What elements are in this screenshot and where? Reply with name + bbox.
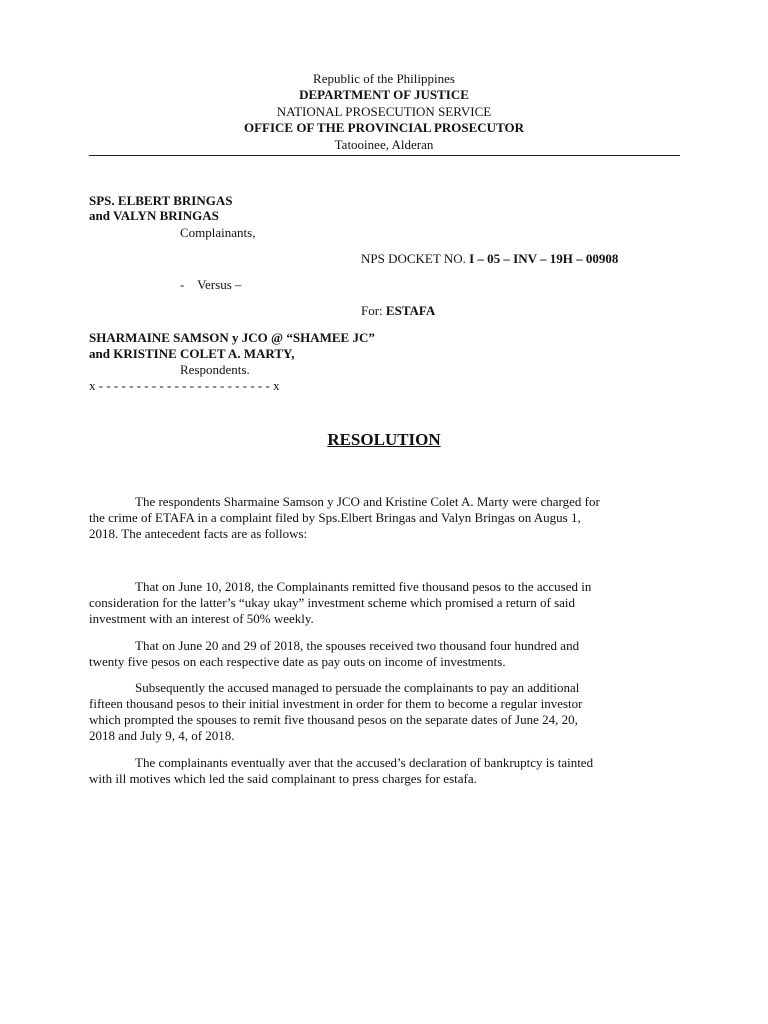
for-label: For: — [361, 303, 383, 318]
paragraph-line: investment with an interest of 50% weekly. — [89, 611, 314, 626]
paragraph-line: twenty five pesos on each respective date as pay outs on income of investments. — [89, 654, 506, 669]
paragraph-1 — [89, 494, 684, 542]
respondents-label: Respondents. — [180, 362, 250, 377]
complainants-label: Complainants, — [180, 225, 256, 240]
offense-line — [361, 303, 435, 318]
respondent-name-1: SHARMAINE SAMSON y JCO @ “SHAMEE JC” — [89, 330, 375, 345]
paragraph-line: The respondents Sharmaine Samson y JCO and Kristine Colet A. Marty were charged for — [135, 494, 600, 509]
paragraph-line: That on June 10, 2018, the Complainants remitted five thousand pesos to the accused in — [135, 579, 592, 594]
paragraph-line: which prompted the spouses to remit five thousand pesos on the separate dates of June 24, 20, — [89, 712, 578, 727]
versus-label: - Versus – — [180, 277, 242, 292]
paragraph-line: 2018 and July 9, 4, of 2018. — [89, 728, 235, 743]
header-divider — [89, 155, 680, 156]
header-location: Tatooinee, Alderan — [334, 137, 434, 152]
header-department: DEPARTMENT OF JUSTICE — [299, 87, 469, 102]
offense-value: ESTAFA — [385, 303, 436, 318]
docket-prefix: NPS DOCKET NO. — [361, 251, 466, 266]
paragraph-5 — [89, 755, 684, 787]
caption-separator: x - - - - - - - - - - - - - - - - - - - - - - - x — [89, 378, 280, 393]
complainant-name-1: SPS. ELBERT BRINGAS — [89, 193, 233, 208]
paragraph-2 — [89, 579, 684, 627]
paragraph-4 — [89, 680, 684, 744]
paragraph-line: Subsequently the accused managed to persuade the complainants to pay an additional — [135, 680, 580, 695]
complainant-name-2: and VALYN BRINGAS — [89, 208, 219, 223]
paragraph-line: The complainants eventually aver that the accused’s declaration of bankruptcy is tainted — [135, 755, 594, 770]
paragraph-line: fifteen thousand pesos to their initial investment in order for them to become a regular investor — [89, 696, 583, 711]
header-office: OFFICE OF THE PROVINCIAL PROSECUTOR — [243, 120, 525, 135]
docket-line — [361, 251, 618, 266]
document-title: RESOLUTION — [327, 430, 441, 449]
header-republic: Republic of the Philippines — [313, 71, 455, 86]
respondent-name-2: and KRISTINE COLET A. MARTY, — [89, 346, 295, 361]
paragraph-3 — [89, 638, 684, 670]
docket-number: I – 05 – INV – 19H – 00908 — [469, 251, 619, 266]
paragraph-line: the crime of ETAFA in a complaint filed by Sps.Elbert Bringas and Valyn Bringas on Augus 1, — [89, 510, 581, 525]
header-service: NATIONAL PROSECUTION SERVICE — [276, 104, 492, 119]
paragraph-line: with ill motives which led the said complainant to press charges for estafa. — [89, 771, 477, 786]
paragraph-line: 2018. The antecedent facts are as follows: — [89, 526, 308, 541]
paragraph-line: consideration for the latter’s “ukay ukay” investment scheme which promised a return of said — [89, 595, 576, 610]
paragraph-line: That on June 20 and 29 of 2018, the spouses received two thousand four hundred and — [135, 638, 580, 653]
